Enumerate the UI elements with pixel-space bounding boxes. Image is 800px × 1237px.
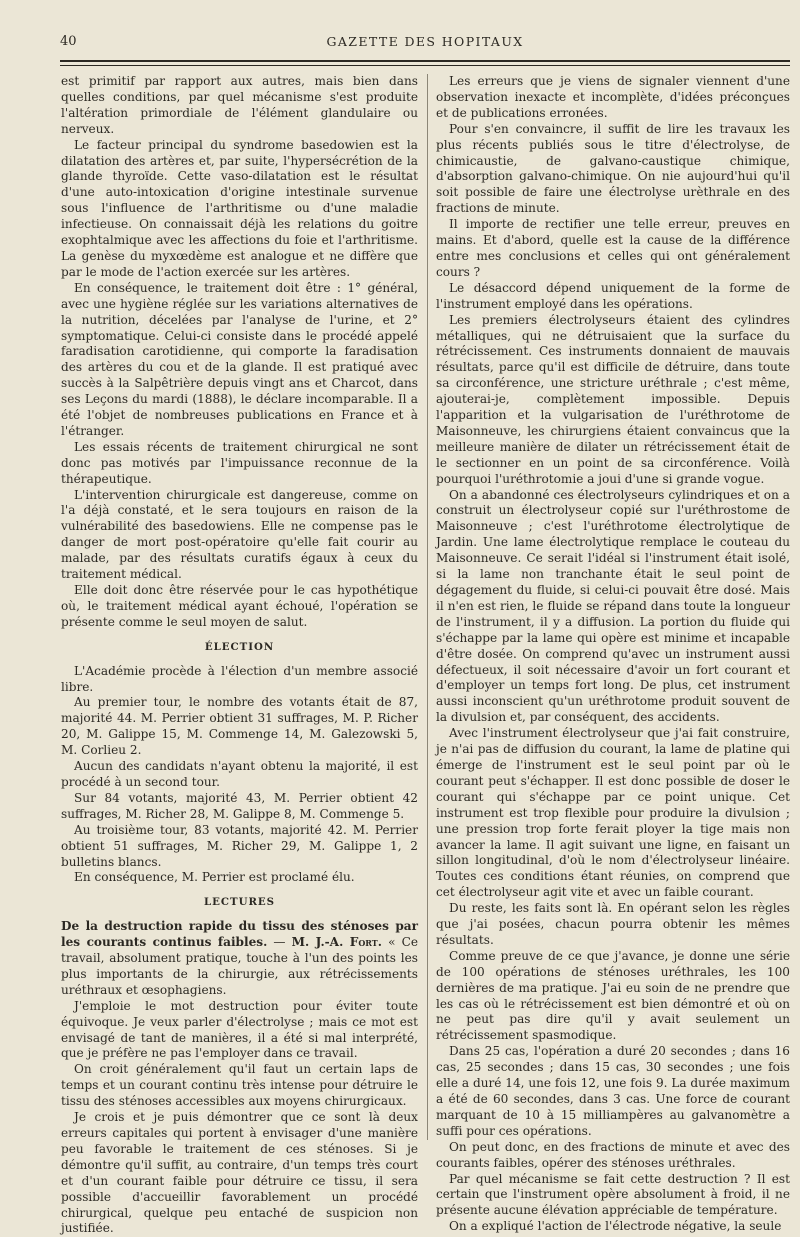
page-number: 40	[60, 34, 77, 49]
lecture-text: « Ce travail, absolument pratique, touche à l'un des points les plus importants de la chirurgie, aux rétrécissements uréthraux et œsophagiens.	[61, 935, 418, 997]
paragraph: Au premier tour, le nombre des votants était de 87, majorité 44. M. Perrier obtient 31 suffrages, M. P. Richer 20, M. Galippe 15, M. Commenge 14, M. Galezowski 5, M. Corlieu 2.	[61, 695, 418, 758]
paragraph: Le désaccord dépend uniquement de la forme de l'instrument employé dans les opérations.	[436, 280, 790, 311]
lecture-author: M. J.-A. Fort.	[291, 935, 382, 950]
paragraph: Dans 25 cas, l'opération a duré 20 secondes ; dans 16 cas, 25 secondes ; dans 15 cas, 30 secondes ; une fois elle a duré 14, une fois 12, une fois 9. La durée maximum a été de 60 secondes, dans 3 cas. Une force de courant marquant de 10 à 15 milliampères au galvanomètre a suffi pour ces opérations.	[436, 1044, 790, 1138]
paragraph: On a expliqué l'action de l'électrode négative, la seule	[449, 1219, 782, 1234]
column-divider	[427, 74, 428, 1140]
paragraph: J'emploie le mot destruction pour éviter toute équivoque. Je veux parler d'électrolyse ; mais ce mot est envisagé de tant de manières, il a été si mal interprété, que je préfère ne pas l'employer dans ce travail.	[61, 998, 418, 1061]
header-rule-thin	[60, 65, 790, 66]
right-column	[436, 74, 790, 1235]
paragraph: Aucun des candidats n'ayant obtenu la majorité, il est procédé à un second tour.	[61, 759, 418, 789]
paragraph: Pour s'en convaincre, il suffit de lire les travaux les plus récents publiés sous le titre d'électrolyse, de chimicaustie, de galvano-caustique chimique, d'absorption galvano-chimique. On nie aujourd'hui qu'il soit possible de faire une électrolyse urèthrale en des fractions de minute.	[436, 121, 790, 216]
paragraph: Avec l'instrument électrolyseur que j'ai fait construire, je n'ai pas de diffusion du courant, la lame de platine qui émerge de l'instrument est le seul point par où le courant peut s'échapper. Il est donc possible de doser le courant qui s'échappe par ce point unique. Cet instrument est trop flexible pour produire la divulsion ; une pression trop forte ferait ployer la tige mais non avancer la lame. Il agit suivant une ligne, en faisant un sillon longitudinal, d'où le nom d'électrolyseur linéaire. Toutes ces conditions étant réunies, on comprend que cet électrolyseur agit vite et avec un faible courant.	[436, 726, 790, 900]
running-title: GAZETTE DES HOPITAUX	[326, 34, 524, 49]
paragraph: En conséquence, le traitement doit être : 1° général, avec une hygiène réglée sur les variations alternatives de la nutrition, décelées par l'analyse de l'urine, et 2° symptomatique. Celui-ci consiste dans le procédé appelé faradisation carotidienne, qui comporte la faradisation des artères du cou et de la glande. Il est pratiqué avec succès à la Salpêtrière depuis vingt ans et Charcot, dans ses Leçons du mardi (1888), le déclare incomparable. Il a été l'objet de nombreuses publications en France et à l'étranger.	[61, 280, 418, 438]
paragraph: L'intervention chirurgicale est dangereuse, comme on l'a déjà constaté, et le sera toujours en raison de la vulnérabilité des basedowiens. Elle ne compense pas le danger de mort post-opératoire qu'elle fait courir au malade, par des résultats curatifs égaux à ceux du traitement médical.	[61, 487, 418, 582]
paragraph: Par quel mécanisme se fait cette destruction ? Il est certain que l'instrument opère absolument à froid, il ne présente aucune élévation appréciable de température.	[436, 1171, 790, 1218]
paragraph: On a abandonné ces électrolyseurs cylindriques et on a construit un électrolyseur copié sur l'uréthrostome de Maisonneuve ; c'est l'uréthrotome électrolytique de Jardin. Une lame électrolytique remplace le couteau du Maisonneuve. Ce serait l'idéal si l'instrument était isolé, si la lame non tranchante était le seul point de dégagement du fluide, si celui-ci pouvait être dosé. Mais il n'en est rien, le fluide se répand dans toute la longueur de l'instrument, il y a diffusion. La portion du fluide qui s'échappe par la lame qui opère est minime et incapable d'être dosée. On comprend qu'avec un instrument aussi défectueux, il soit nécessaire d'avoir un fort courant et d'employer un temps fort long. De plus, cet instrument aussi inconscient qu'un uréthrotome produit souvent de la divulsion et, par conséquent, des accidents.	[436, 487, 790, 725]
paragraph: Sur 84 votants, majorité 43, M. Perrier obtient 42 suffrages, M. Richer 28, M. Galippe 8, M. Commenge 5.	[61, 790, 418, 821]
lecture-title: De la destruction rapide du tissu des sténoses par les courants continus faibles.	[61, 919, 418, 950]
paragraph: On croit généralement qu'il faut un certain laps de temps et un courant continu très intense pour détruire le tissu des sténoses accessibles aux moyens chirurgicaux.	[61, 1062, 418, 1109]
paragraph: En conséquence, M. Perrier est proclamé élu.	[74, 870, 355, 885]
paragraph: Le facteur principal du syndrome basedowien est la dilatation des artères et, par suite, l'hypersécrétion de la glande thyroïde. Cette vaso-dilatation est le résultat d'une auto-intoxication d'origine intestinale survenue sous l'influence de l'arthritisme ou d'une maladie infectieuse. On connaissait déjà les relations du goitre exophtalmique avec les affections du foie et l'arthritisme. La genèse du myxœdème est analogue et ne diffère que par le mode de l'action exercée sur les artères.	[61, 137, 418, 279]
lecture-intro	[61, 919, 418, 999]
paragraph: Comme preuve de ce que j'avance, je donne une série de 100 opérations de sténoses uréthrales, les 100 dernières de ma pratique. J'ai eu soin de ne prendre que les cas où le rétrécissement est bien démontré et où on ne peut pas dire qu'il y avait seulement un rétrécissement spasmodique.	[436, 948, 790, 1043]
paragraph: Au troisième tour, 83 votants, majorité 42. M. Perrier obtient 51 suffrages, M. Richer 29, M. Galippe 1, 2 bulletins blancs.	[61, 822, 418, 869]
page-header	[60, 34, 790, 54]
paragraph: Du reste, les faits sont là. En opérant selon les règles que j'ai posées, chacun pourra obtenir les mêmes résultats.	[436, 901, 790, 947]
paragraph: Elle doit donc être réservée pour le cas hypothétique où, le traitement médical ayant échoué, l'opération se présente comme le seul moyen de salut.	[61, 583, 418, 629]
paragraph: On peut donc, en des fractions de minute et avec des courants faibles, opérer des sténoses uréthrales.	[436, 1139, 790, 1170]
paragraph: Les premiers électrolyseurs étaient des cylindres métalliques, qui ne détruisaient que la surface du rétrécissement. Ces instruments donnaient de mauvais résultats, parce qu'il est difficile de détruire, dans toute sa circonférence, une stricture uréthrale ; c'est même, ajouterai-je, complètement impossible. Depuis l'apparition et la vulgarisation de l'uréthrotome de Maisonneuve, les chirurgiens étaient convaincus que la meilleure manière de dilater un rétrécissement était de le sectionner en un point de sa circonférence. Voilà pourquoi l'uréthrotomie a joui d'une si grande vogue.	[436, 312, 790, 486]
section-heading-election: ÉLECTION	[204, 640, 275, 653]
left-column	[61, 74, 418, 1237]
paragraph: Les essais récents de traitement chirurgical ne sont donc pas motivés par l'impuissance reconnue de la thérapeutique.	[61, 439, 418, 486]
header-rule-thick	[60, 60, 790, 62]
paragraph: Les erreurs que je viens de signaler viennent d'une observation inexacte et incomplète, d'idées préconçues et de publications erronées.	[436, 74, 790, 120]
paragraph: Il importe de rectifier une telle erreur, preuves en mains. Et d'abord, quelle est la cause de la différence entre mes conclusions et celles qui ont généralement cours ?	[436, 217, 790, 279]
section-heading-lectures: LECTURES	[203, 896, 276, 909]
paragraph: est primitif par rapport aux autres, mais bien dans quelles conditions, par quel mécanisme s'est produite l'altération primordiale de l'élément glandulaire ou nerveux.	[61, 74, 418, 136]
paragraph: Je crois et je puis démontrer que ce sont là deux erreurs capitales qui portent à envisager d'une manière peu favorable le traitement de ces sténoses. Si je démontre qu'il suffit, au contraire, d'un temps très court et d'un courant faible pour détruire ce tissu, il sera possible d'accueillir favorablement un procédé chirurgical, quelque peu entaché de suspicion non justifiée.	[61, 1110, 418, 1236]
paragraph: L'Académie procède à l'élection d'un membre associé libre.	[61, 663, 418, 694]
lecture-dash: —	[267, 935, 292, 950]
